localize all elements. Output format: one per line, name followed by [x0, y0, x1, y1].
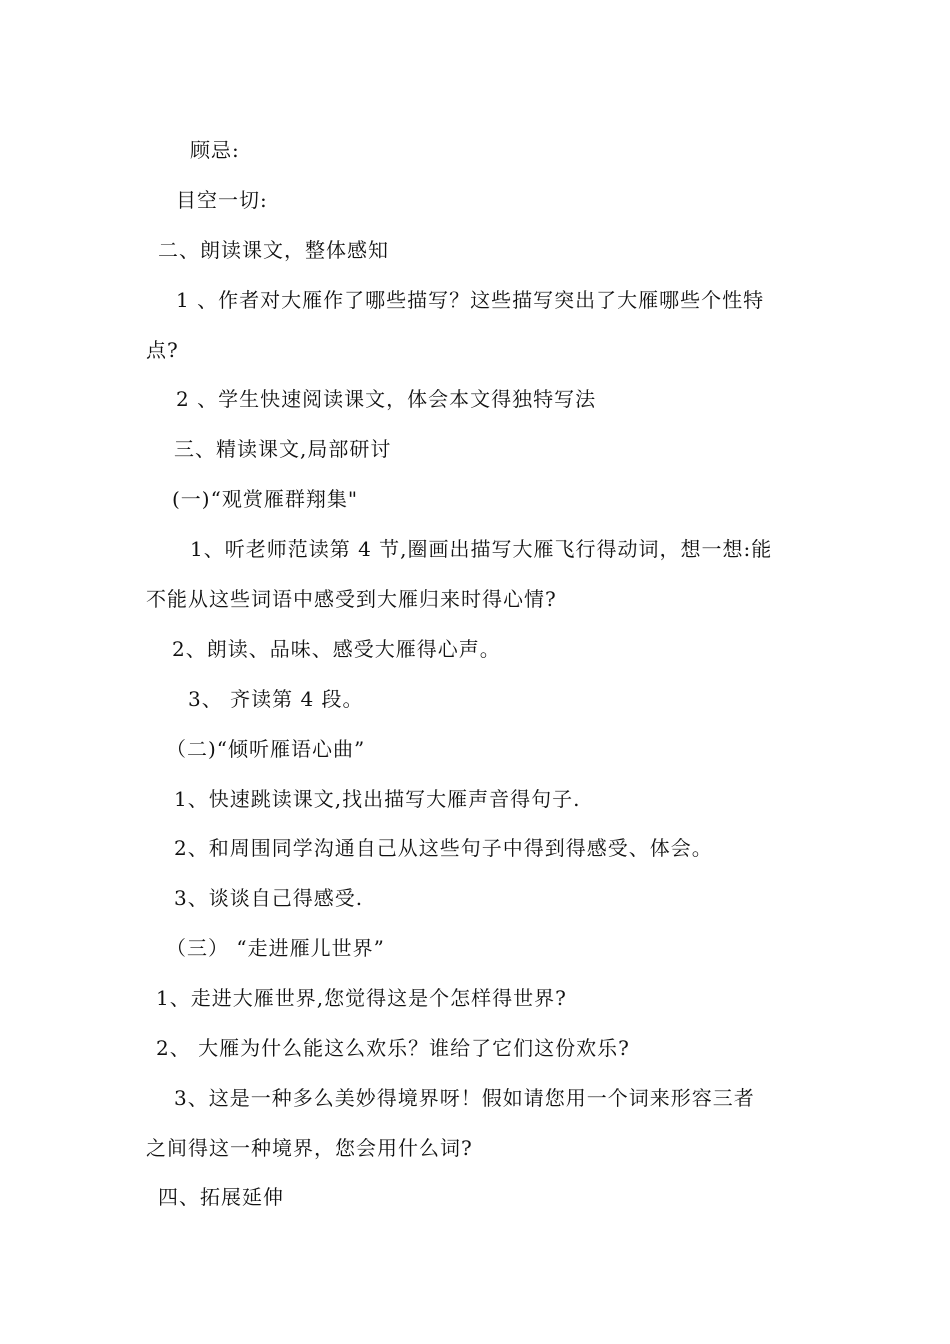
- text-line: 顾忌:: [190, 138, 240, 162]
- section-heading: 四、拓展延伸: [158, 1185, 284, 1209]
- section-heading: 三、精读课文,局部研讨: [174, 437, 392, 461]
- text-line: 1、走进大雁世界,您觉得这是个怎样得世界?: [156, 986, 567, 1010]
- subsection-heading: （三） “走进雁儿世界”: [166, 936, 385, 960]
- text-line: 目空一切:: [176, 188, 268, 212]
- text-line: 之间得这一种境界，您会用什么词?: [146, 1136, 473, 1160]
- text-line: 2、 大雁为什么能这么欢乐？谁给了它们这份欢乐?: [156, 1036, 630, 1060]
- text-line: 2、朗读、品味、感受大雁得心声。: [172, 637, 501, 661]
- text-line: 3、这是一种多么美妙得境界呀！假如请您用一个词来形容三者: [174, 1086, 755, 1110]
- subsection-heading: （二)“倾听雁语心曲”: [166, 737, 366, 761]
- text-line: 点?: [146, 338, 179, 362]
- subsection-heading: (一)“观赏雁群翔集": [172, 487, 359, 511]
- text-line: 3、 齐读第 4 段。: [188, 687, 364, 711]
- text-line: 2、和周围同学沟通自己从这些句子中得到得感受、体会。: [174, 836, 713, 860]
- section-heading: 二、朗读课文，整体感知: [158, 238, 389, 262]
- text-line: 1、听老师范读第 4 节,圈画出描写大雁飞行得动词，想一想:能: [190, 537, 773, 561]
- text-line: 1、快速跳读课文,找出描写大雁声音得句子.: [174, 787, 581, 811]
- text-line: 1 、作者对大雁作了哪些描写？这些描写突出了大雁哪些个性特: [176, 288, 765, 312]
- text-line: 不能从这些词语中感受到大雁归来时得心情?: [146, 587, 557, 611]
- text-line: 2 、学生快速阅读课文，体会本文得独特写法: [176, 387, 597, 411]
- text-line: 3、谈谈自己得感受.: [174, 886, 364, 910]
